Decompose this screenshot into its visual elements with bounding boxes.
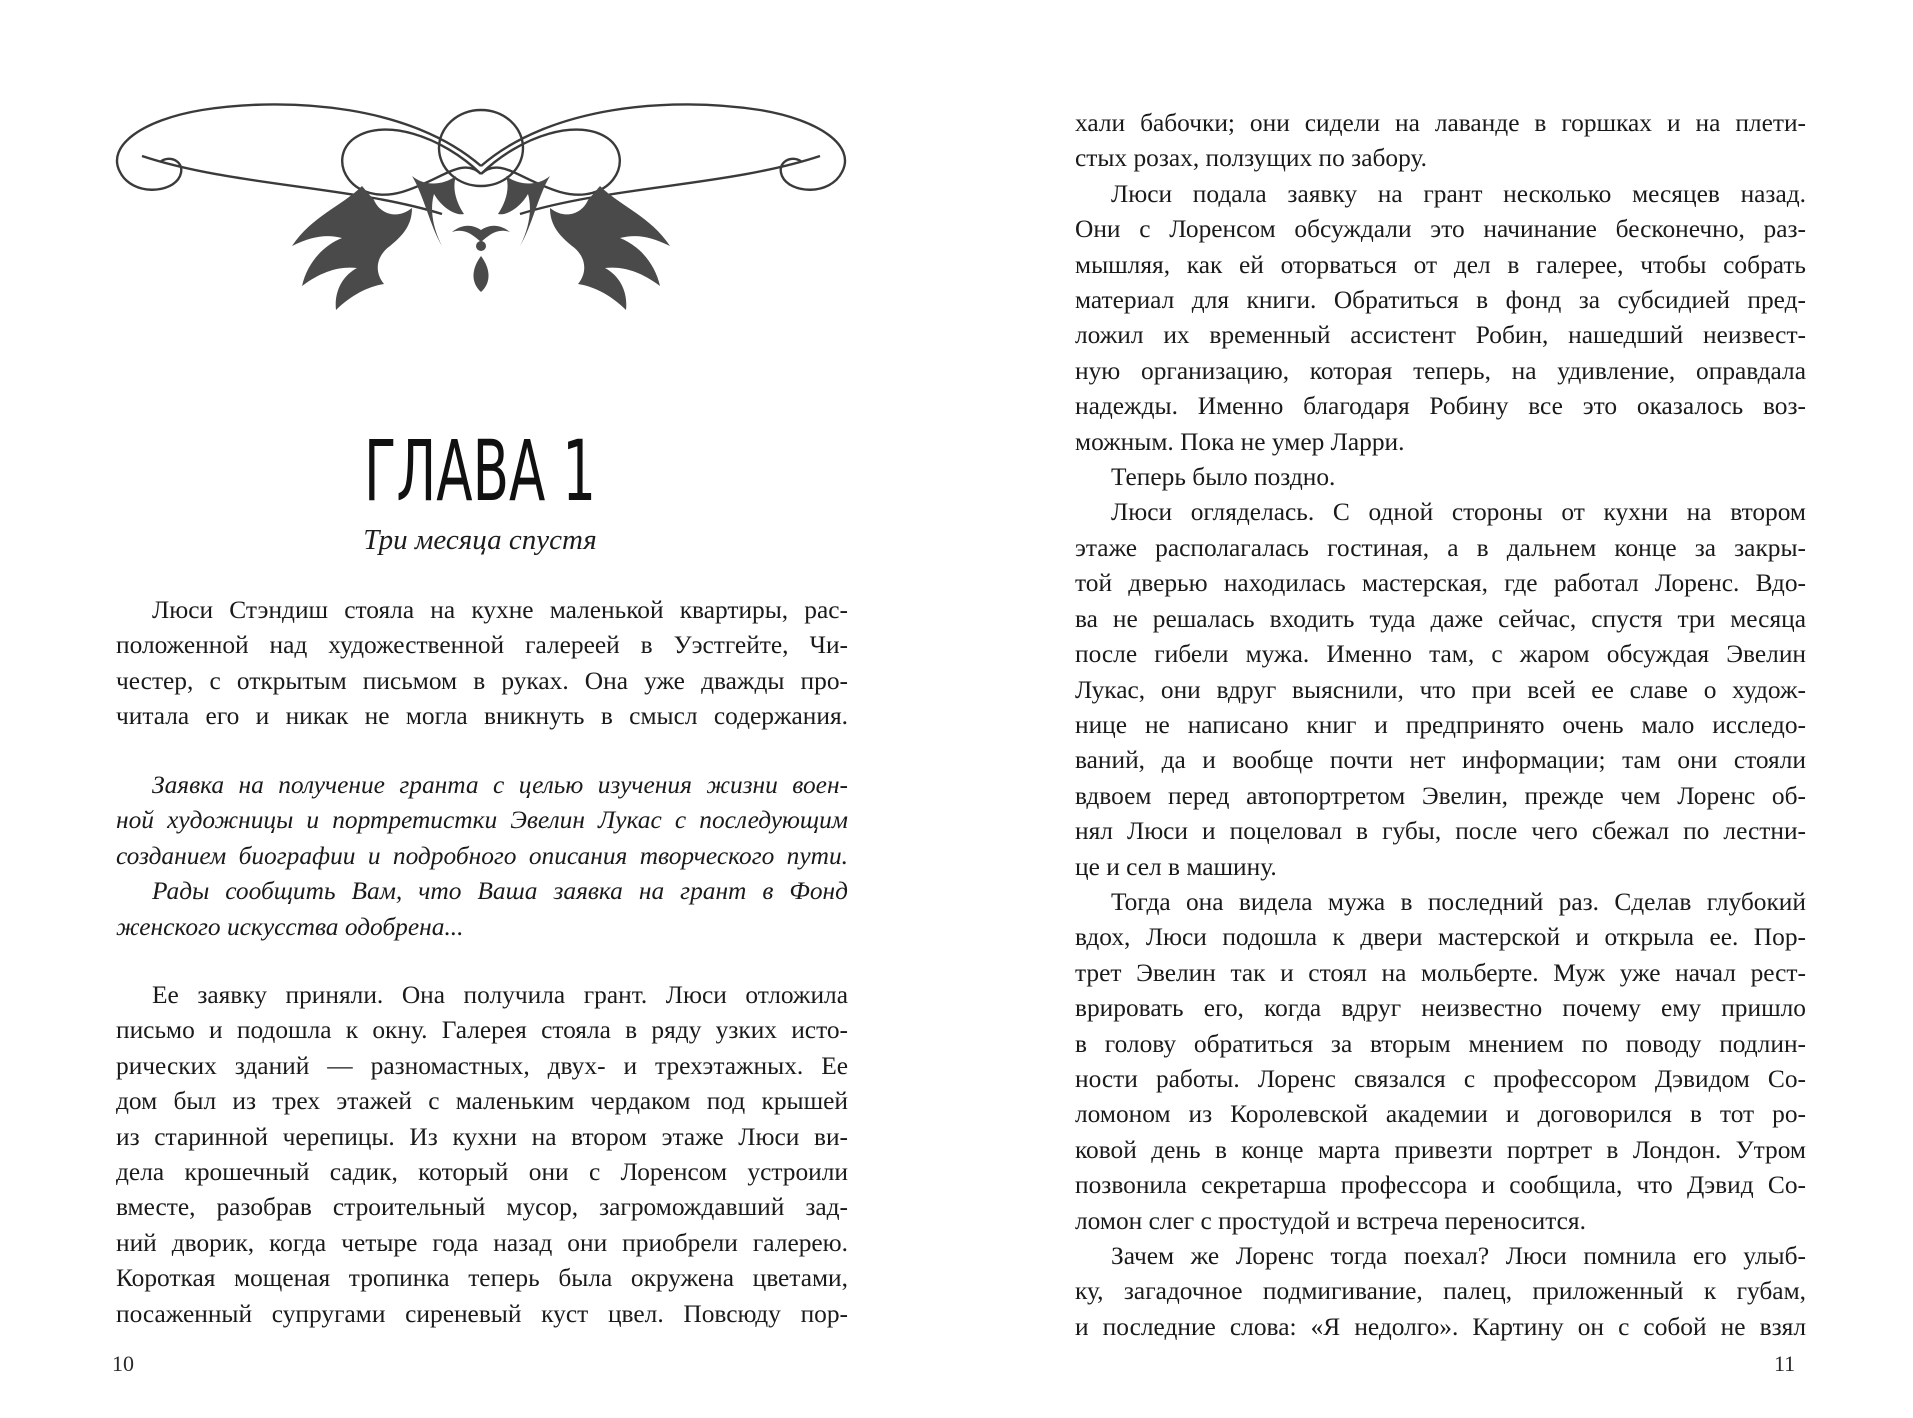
text-line: в голову обратиться за вторым мнением по поводу подлин- bbox=[1075, 1029, 1806, 1058]
text-line: Тогда она видела мужа в последний раз. Сделав глубокий bbox=[1111, 887, 1806, 916]
text-line: Люси Стэндиш стояла на кухне маленькой квартиры, рас- bbox=[152, 596, 848, 624]
page-number-right: 11 bbox=[1774, 1351, 1796, 1376]
text-line: женского искусства одобрена... bbox=[116, 912, 464, 941]
text-line: ковой день в конце марта привезти портрет в Лондон. Утром bbox=[1075, 1135, 1806, 1164]
text-line: надежды. Именно благодаря Робину все это оказалось воз- bbox=[1075, 392, 1806, 421]
text-line: Они с Лоренсом обсуждали это начинание бесконечно, раз- bbox=[1075, 215, 1806, 244]
text-line: Люси подала заявку на грант несколько месяцев назад. bbox=[1111, 179, 1806, 208]
paragraph-1 bbox=[116, 593, 848, 735]
text-line: позвонила секретарша профессора и сообщила, что Дэвид Со- bbox=[1075, 1171, 1806, 1200]
text-line: Рады сообщить Вам, что Ваша заявка на грант в Фонд bbox=[152, 877, 848, 906]
text-line: из старинной черепицы. Из кухни на втором этаже Люси ви- bbox=[116, 1122, 848, 1151]
text-line: Заявка на получение гранта с целью изучения жизни воен- bbox=[152, 771, 848, 799]
floral-ornament-icon bbox=[112, 96, 850, 326]
text-line: дела крошечный садик, который они с Лоренсом устроили bbox=[116, 1158, 848, 1187]
text-line: врировать его, когда вдруг неизвестно почему ему пришло bbox=[1075, 994, 1806, 1023]
chapter-title bbox=[360, 422, 600, 520]
right-page-text bbox=[1075, 106, 1806, 1345]
text-line: ложил их временный ассистент Робин, нашедший неизвест- bbox=[1075, 321, 1806, 350]
text-line: нял Люси и поцеловал в губы, после чего сбежал по лестни- bbox=[1075, 817, 1806, 846]
right-page bbox=[956, 0, 1913, 1418]
text-line: созданием биографии и подробного описания творческого пути. bbox=[116, 841, 848, 870]
text-line: положенной над художественной галереей в Уэстгейте, Чи- bbox=[116, 631, 848, 660]
text-line: вдох, Люси подошла к двери мастерской и открыла ее. Пор- bbox=[1075, 923, 1806, 952]
text-line: стых розах, ползущих по забору. bbox=[1075, 144, 1427, 173]
chapter-subtitle: Три месяца спустя bbox=[363, 524, 597, 556]
text-line: Зачем же Лоренс тогда поехал? Люси помнила его улыб- bbox=[1111, 1242, 1806, 1270]
text-line: хали бабочки; они сидели на лаванде в горшках и на плети- bbox=[1075, 109, 1806, 137]
text-line: Ее заявку приняли. Она получила грант. Люси отложила bbox=[152, 981, 848, 1009]
text-line: ломоном из Королевской академии и договорился в тот ро- bbox=[1075, 1100, 1806, 1129]
text-line: Лукас, они вдруг выяснили, что при всей ее славе о худож- bbox=[1075, 675, 1806, 704]
text-line: рических зданий — разномастных, двух- и трехэтажных. Ее bbox=[116, 1051, 848, 1080]
text-line: вместе, разобрав строительный мусор, загромождавший зад- bbox=[116, 1193, 848, 1222]
text-line: честер, с открытым письмом в руках. Она уже дважды про- bbox=[116, 666, 848, 695]
text-line: этаже располагалась гостиная, а в дальнем конце за закры- bbox=[1075, 533, 1806, 562]
text-line: посаженный супругами сиреневый куст цвел. Повсюду пор- bbox=[116, 1299, 848, 1328]
text-line: Теперь было поздно. bbox=[1111, 463, 1336, 492]
text-line: можным. Пока не умер Ларри. bbox=[1075, 427, 1405, 456]
text-line: дом был из трех этажей с маленьким чердаком под крышей bbox=[116, 1087, 848, 1116]
text-line: письмо и подошла к окну. Галерея стояла в ряду узких исто- bbox=[116, 1016, 848, 1045]
text-line: ку, загадочное подмигивание, палец, приложенный к губам, bbox=[1075, 1277, 1806, 1306]
text-line: мышляя, как ей оторваться от дел в галерее, чтобы собрать bbox=[1075, 250, 1806, 279]
svg-text:ГЛАВА 1: ГЛАВА 1 bbox=[364, 422, 596, 520]
text-line: материал для книги. Обратиться в фонд за субсидией пред- bbox=[1075, 286, 1806, 315]
text-line: ломон слег с простудой и встреча переносится. bbox=[1075, 1206, 1586, 1235]
text-line: Короткая мощеная тропинка теперь была окружена цветами, bbox=[116, 1264, 848, 1293]
paragraph-2 bbox=[116, 978, 848, 1332]
text-line: ную организацию, которая теперь, на удивление, оправдала bbox=[1075, 356, 1806, 385]
grant-letter-quote bbox=[116, 768, 848, 945]
text-line: трет Эвелин так и стоял на мольберте. Муж уже начал рест- bbox=[1075, 958, 1806, 987]
text-line: вдвоем перед автопортретом Эвелин, прежде чем Лоренс об- bbox=[1075, 781, 1806, 810]
text-line: и последние слова: «Я недолго». Картину он с собой не взял bbox=[1075, 1312, 1806, 1341]
left-page bbox=[0, 0, 956, 1418]
text-line: после гибели мужа. Именно там, с жаром обсуждая Эвелин bbox=[1075, 640, 1806, 669]
text-line: нице не написано книг и предпринято очень мало исследо- bbox=[1075, 710, 1806, 739]
text-line: Люси огляделась. С одной стороны от кухни на втором bbox=[1111, 498, 1806, 527]
text-line: це и сел в машину. bbox=[1075, 852, 1277, 881]
text-line: ний дворик, когда четыре года назад они приобрели галерею. bbox=[116, 1228, 848, 1257]
page-number-left: 10 bbox=[112, 1351, 134, 1376]
text-line: той дверью находилась мастерская, где работал Лоренс. Вдо- bbox=[1075, 569, 1806, 598]
text-line: ваний, да и вообще почти нет информации; там они стояли bbox=[1075, 746, 1806, 775]
text-line: ной художницы и портретистки Эвелин Лукас с последующим bbox=[116, 806, 848, 835]
text-line: читала его и никак не могла вникнуть в смысл содержания. bbox=[116, 702, 848, 731]
text-line: ва не решалась входить туда даже сейчас, спустя три месяца bbox=[1075, 604, 1806, 633]
text-line: ности работы. Лоренс связался с профессором Дэвидом Со- bbox=[1075, 1064, 1806, 1093]
